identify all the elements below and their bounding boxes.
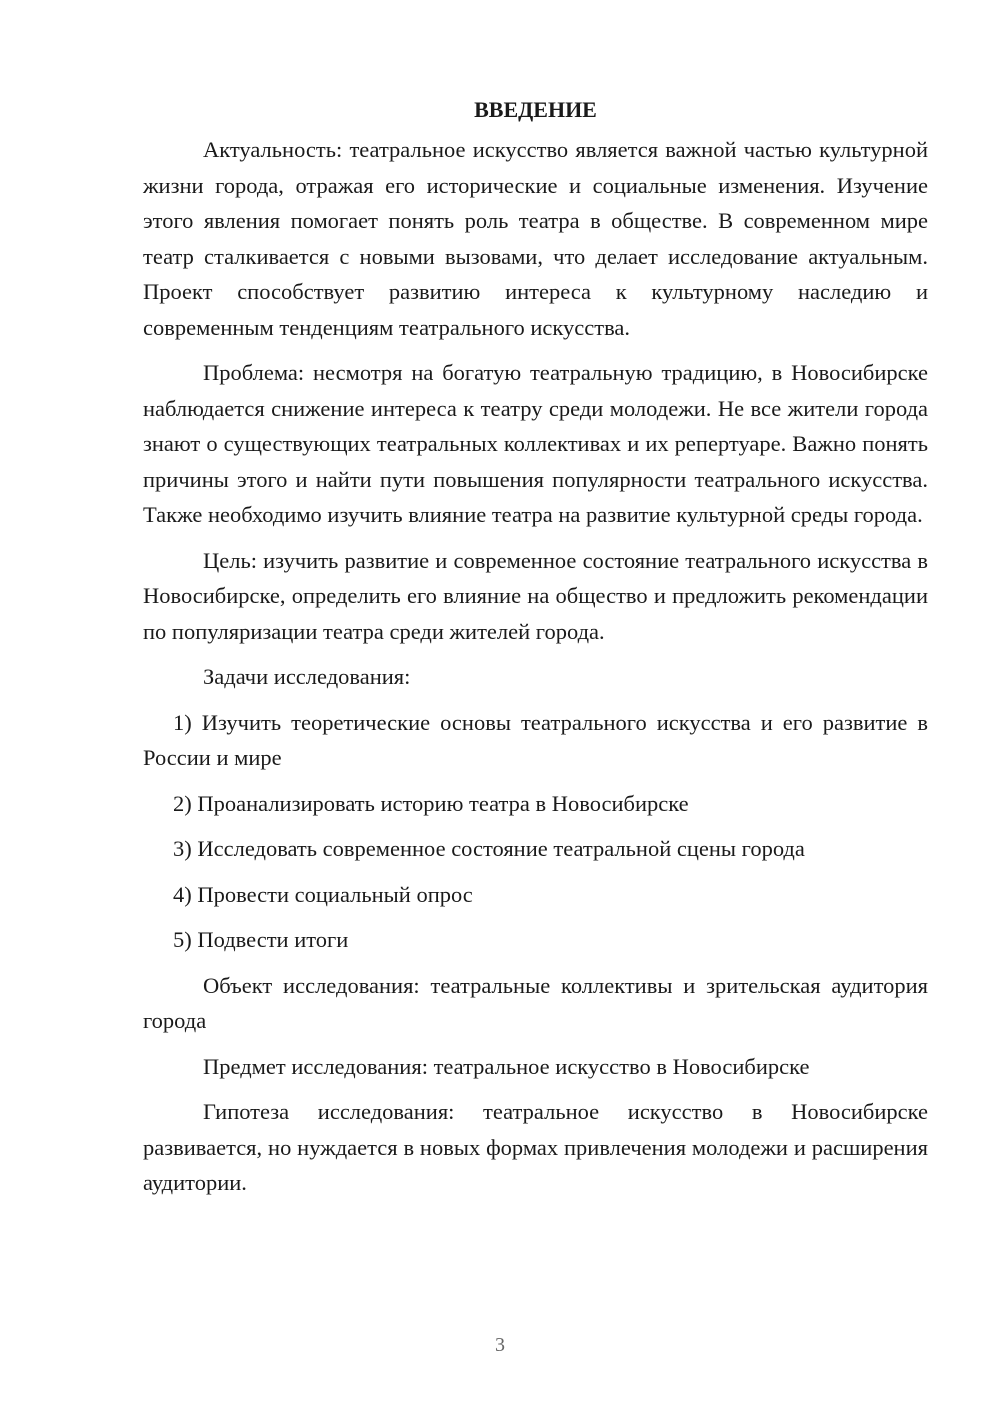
page-number: 3 [495, 1334, 505, 1356]
goal-paragraph: Цель: изучить развитие и современное состояние театрального искусства в Новосибирске, определить его влияние на общество и предложить рекомендации по популяризации театра среди жителей города. [143, 547, 928, 644]
task-item-3: 3) Исследовать современное состояние театральной сцены города [173, 836, 805, 861]
object-paragraph: Объект исследования: театральные коллективы и зрительская аудитория города [143, 972, 928, 1033]
tasks-heading: Задачи исследования: [203, 664, 411, 689]
task-item-1: 1) Изучить теоретические основы театрального искусства и его развитие в России и мире [143, 709, 928, 770]
document-page [143, 92, 928, 1211]
problem-paragraph: Проблема: несмотря на богатую театральную традицию, в Новосибирске наблюдается снижение интереса к театру среди молодежи. Не все жители города знают о существующих театральных коллективах и их репертуаре. Важно понять причины этого и найти пути повышения популярности театрального искусства. Также необходимо изучить влияние театра на развитие культурной среды города. [143, 360, 928, 527]
task-item-5: 5) Подвести итоги [173, 927, 349, 952]
hypothesis-paragraph: Гипотеза исследования: театральное искусство в Новосибирске развивается, но нуждается в новых формах привлечения молодежи и расширения аудитории. [143, 1099, 928, 1195]
subject-paragraph: Предмет исследования: театральное искусство в Новосибирске [203, 1053, 810, 1079]
task-item-4: 4) Провести социальный опрос [173, 881, 473, 907]
task-item-2: 2) Проанализировать историю театра в Новосибирске [173, 790, 689, 816]
section-title: ВВЕДЕНИЕ [474, 97, 597, 122]
relevance-paragraph: Актуальность: театральное искусство является важной частью культурной жизни города, отражая его исторические и социальные изменения. Изучение этого явления помогает понять роль театра в обществе. В современном мире театр сталкивается с новыми вызовами, что делает исследование актуальным. Проект способствует развитию интереса к культурному наследию и современным тенденциям театрального искусства. [143, 137, 928, 340]
